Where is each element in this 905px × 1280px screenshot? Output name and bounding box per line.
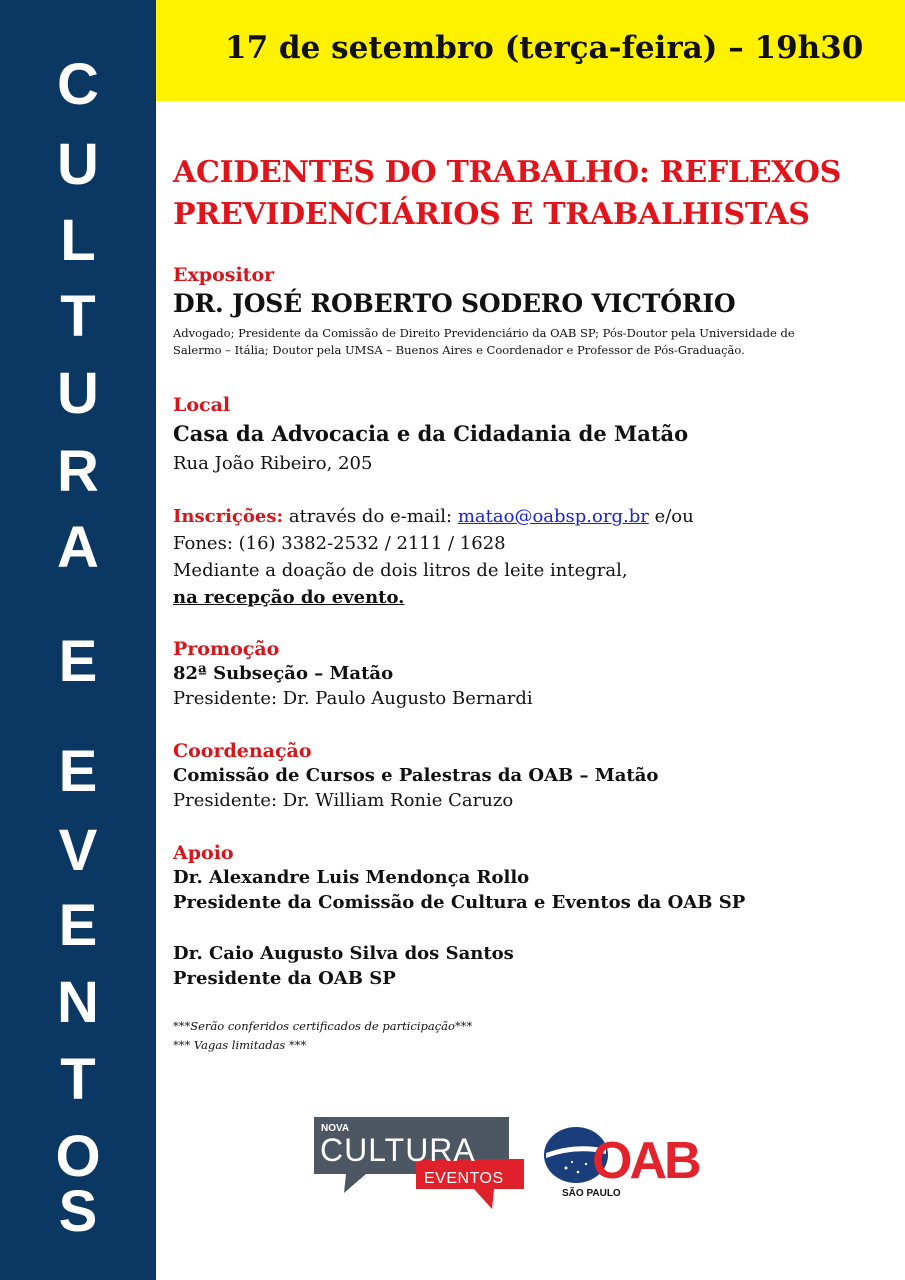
reception-text: na recepção do evento. [173,587,405,608]
certificates-note: ***Serão conferidos certificados de participação*** [173,1019,473,1033]
venue-address: Rua João Ribeiro, 205 [173,453,373,474]
sidebar-letter: E [58,739,98,804]
sidebar-letter: T [60,1047,96,1112]
expositor-bio-line2: Salermo – Itália; Doutor pela UMSA – Buenos Aires e Coordenador e Professor de Pós-Graduação. [173,343,745,357]
sidebar-letter: E [58,629,98,694]
oab-star [571,1161,573,1163]
email-link[interactable]: matao@oabsp.org.br [457,506,649,527]
oab-star [565,1167,568,1170]
sidebar-letter: T [60,284,96,349]
sidebar-letter: C [57,52,99,117]
local-label: Local [173,394,231,416]
promocao-president: Presidente: Dr. Paulo Augusto Bernardi [173,688,533,709]
registration-label: Inscrições: [173,506,284,527]
oab-text: OAB [592,1132,699,1190]
sidebar-letter: L [60,208,96,273]
apoio-role2: Presidente da OAB SP [173,968,396,989]
promocao-org: 82ª Subseção – Matão [173,663,394,684]
sidebar-letter: R [57,439,99,504]
expositor-name: DR. JOSÉ ROBERTO SODERO VICTÓRIO [173,289,736,318]
apoio-person1: Dr. Alexandre Luis Mendonça Rollo [173,867,530,888]
phones: Fones: (16) 3382-2532 / 2111 / 1628 [173,533,506,554]
logo-cultura-text: CULTURA [320,1132,476,1168]
logo-eventos-text: EVENTOS [424,1170,504,1187]
expositor-label: Expositor [173,264,275,286]
promocao-label: Promoção [173,638,280,660]
event-title [173,152,841,236]
sidebar-letter: O [55,1124,101,1189]
sidebar-letter: U [57,361,99,426]
vacancies-note: *** Vagas limitadas *** [173,1038,307,1052]
event-date: 17 de setembro (terça-feira) – 19h30 [225,30,864,66]
coordenacao-label: Coordenação [173,740,312,762]
sidebar-letter: A [57,515,99,580]
coordenacao-org: Comissão de Cursos e Palestras da OAB – Matão [173,765,659,786]
event-title-line1: ACIDENTES DO TRABALHO: REFLEXOS [173,155,841,190]
coordenacao-president: Presidente: Dr. William Ronie Caruzo [173,790,514,811]
registration-text-after: e/ou [648,506,694,527]
sidebar-letter: E [58,893,98,958]
oab-sao-paulo-logo [540,1120,700,1200]
oab-star [577,1171,580,1174]
apoio-label: Apoio [173,842,234,864]
sidebar-letter: N [57,970,99,1035]
apoio-person2: Dr. Caio Augusto Silva dos Santos [173,943,514,964]
oab-sao-paulo-text: SÃO PAULO [562,1188,621,1199]
logo-nova-text: NOVA [321,1123,350,1134]
event-title-line2: PREVIDENCIÁRIOS E TRABALHISTAS [173,197,810,232]
sidebar-letter: V [58,818,98,883]
sidebar-letter: U [57,132,99,197]
nova-cultura-eventos-logo [314,1117,524,1212]
expositor-bio [173,325,813,359]
donation-text: Mediante a doação de dois litros de leite integral, [173,560,628,581]
oab-star [585,1163,587,1165]
registration-text: através do e-mail: [283,506,458,527]
sidebar-vertical-banner [0,0,156,1280]
registration-line [173,506,694,527]
sidebar-letter: S [58,1179,98,1244]
apoio-role1: Presidente da Comissão de Cultura e Eventos da OAB SP [173,892,746,913]
expositor-bio-line1: Advogado; Presidente da Comissão de Direito Previdenciário da OAB SP; Pós-Doutor pela Universidade de [173,326,795,340]
venue-name: Casa da Advocacia e da Cidadania de Matão [173,421,689,446]
